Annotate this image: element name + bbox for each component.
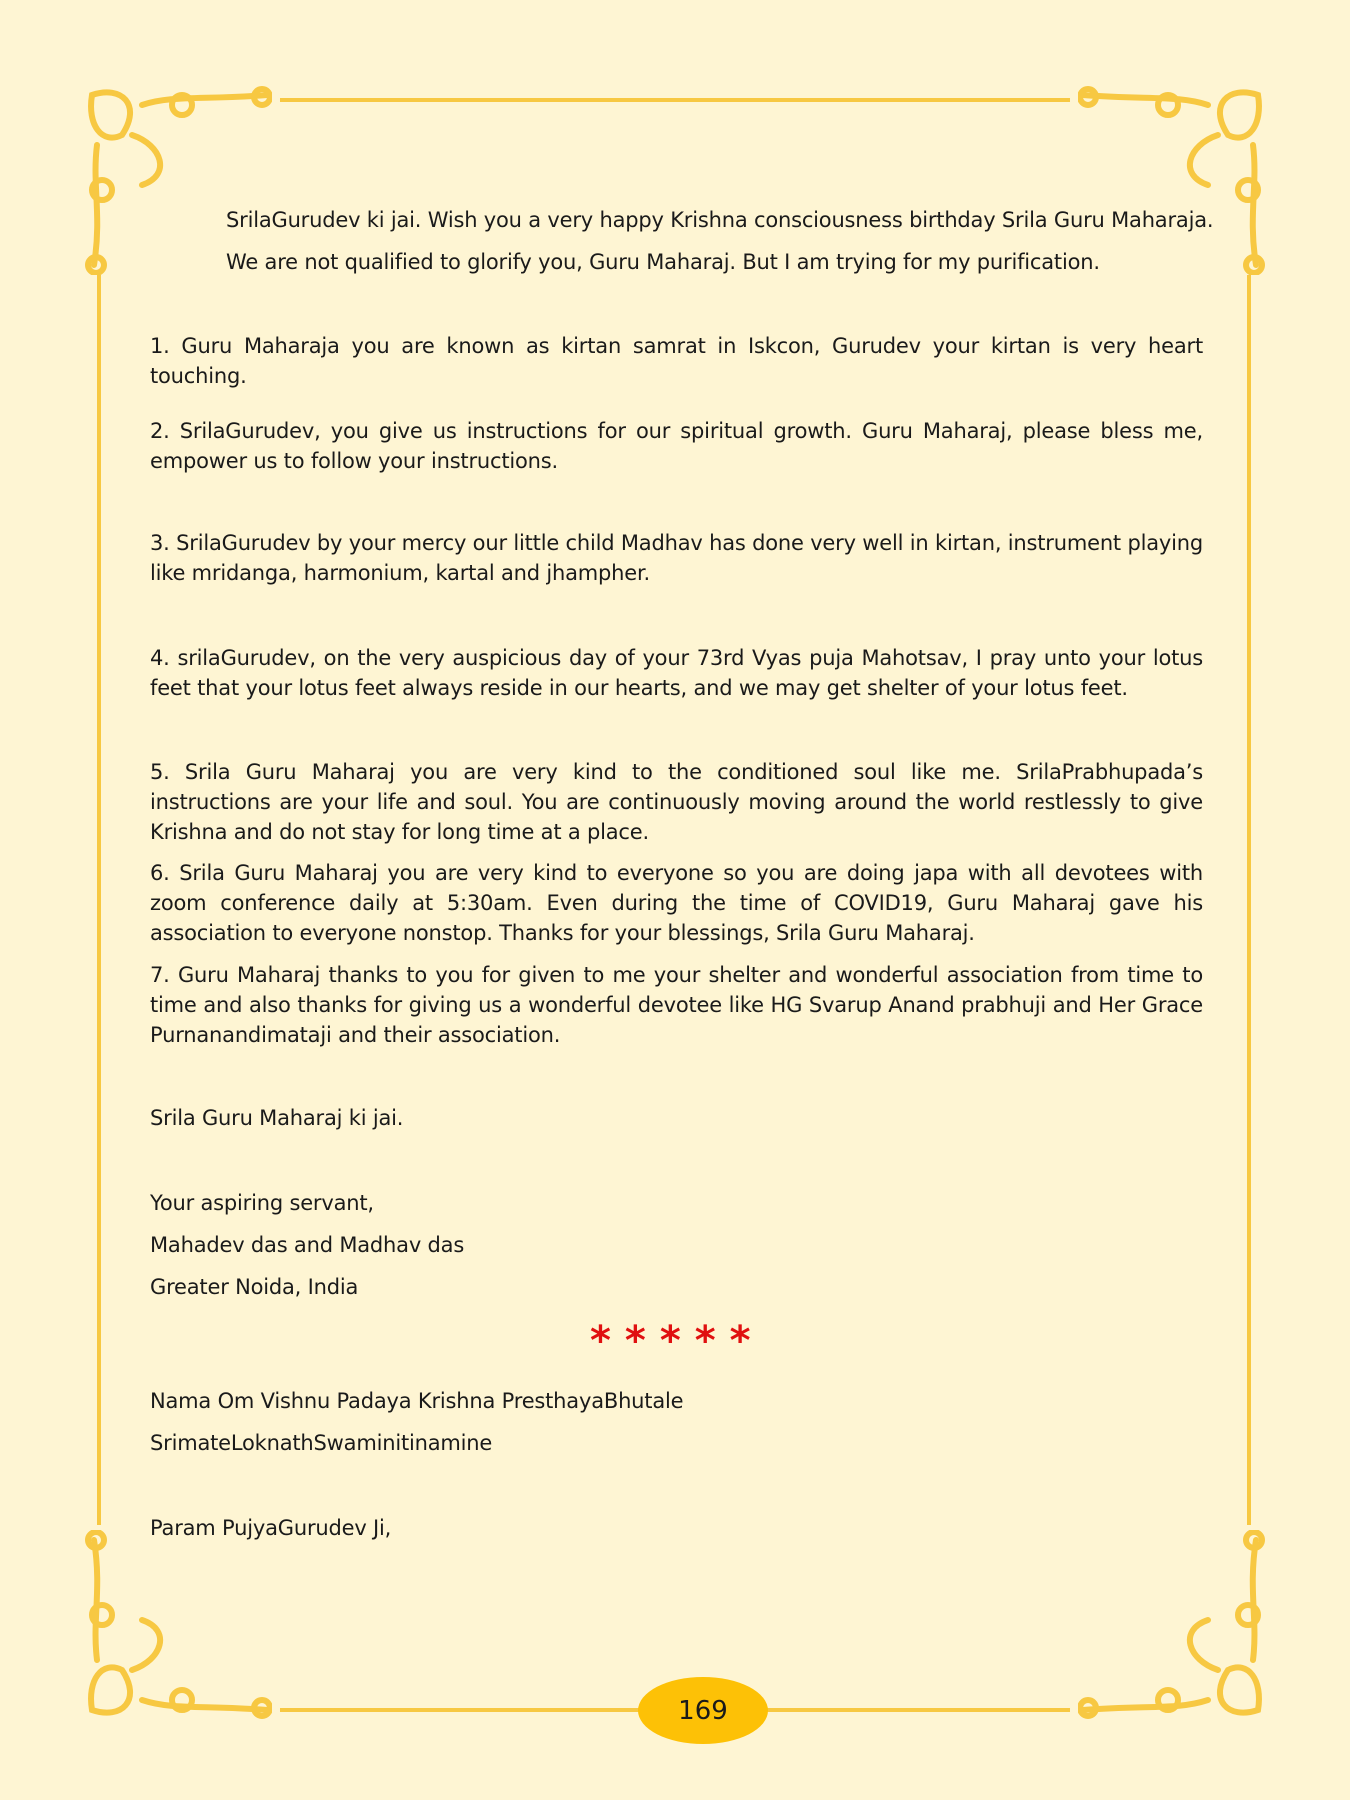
point-4: 4. srilaGurudev, on the very auspicious day of your 73rd Vyas puja Mahotsav, I pray unto your lotus feet that your lotus feet always reside in our hearts, and we may get shelter of your lotus feet. — [150, 646, 1203, 700]
signature-name: Mahadev das and Madhav das — [150, 1233, 465, 1257]
intro-line: We are not qualified to glorify you, Guru Maharaj. But I am trying for my purification. — [226, 250, 1100, 274]
salutation: Param PujyaGurudev Ji, — [150, 1516, 392, 1540]
ornament-corner-icon — [82, 1530, 272, 1720]
ornament-corner-icon — [1078, 1530, 1268, 1720]
verse-line: SrimateLoknathSwaminitinamine — [150, 1431, 493, 1455]
point-7: 7. Guru Maharaj thanks to you for given to me your shelter and wonderful association from time to time and also thanks for giving us a wonderful devotee like HG Svarup Anand prabhuji and Her Grace Purnanandimataji and their association. — [150, 963, 1203, 1047]
signature-line: Your aspiring servant, — [150, 1191, 374, 1215]
point-6: 6. Srila Guru Maharaj you are very kind to everyone so you are doing japa with all devotees with zoom conference daily at 5:30am. Even during the time of COVID19, Guru Maharaj gave his association to everyone nonstop. Thanks for your blessings, Srila Guru Maharaj. — [150, 861, 1203, 945]
point-2: 2. SrilaGurudev, you give us instructions for our spiritual growth. Guru Maharaj, please bless me, empower us to follow your instructions. — [150, 419, 1203, 473]
verse-line: Nama Om Vishnu Padaya Krishna PresthayaBhutale — [150, 1389, 684, 1413]
intro-line: SrilaGurudev ki jai. Wish you a very happy Krishna consciousness birthday Srila Guru Maharaja. — [226, 208, 1214, 232]
separator-stars: ***** — [590, 1318, 765, 1364]
page-number — [638, 1677, 768, 1744]
point-5: 5. Srila Guru Maharaj you are very kind to the conditioned soul like me. SrilaPrabhupada’s instructions are your life and soul. You are continuously moving around the world restlessly to give Krishna and do not stay for long time at a place. — [150, 760, 1203, 844]
point-3: 3. SrilaGurudev by your mercy our little child Madhav has done very well in kirtan, instrument playing like mridanga, harmonium, kartal and jhampher. — [150, 531, 1203, 585]
frame-top — [280, 98, 1070, 102]
closing-line: Srila Guru Maharaj ki jai. — [150, 1106, 404, 1130]
signature-location: Greater Noida, India — [150, 1275, 359, 1299]
frame-left — [97, 275, 101, 1525]
point-1: 1. Guru Maharaja you are known as kirtan samrat in Iskcon, Gurudev your kirtan is very heart touching. — [150, 334, 1203, 388]
page-number-text: 169 — [678, 1695, 728, 1726]
frame-right — [1247, 275, 1251, 1525]
